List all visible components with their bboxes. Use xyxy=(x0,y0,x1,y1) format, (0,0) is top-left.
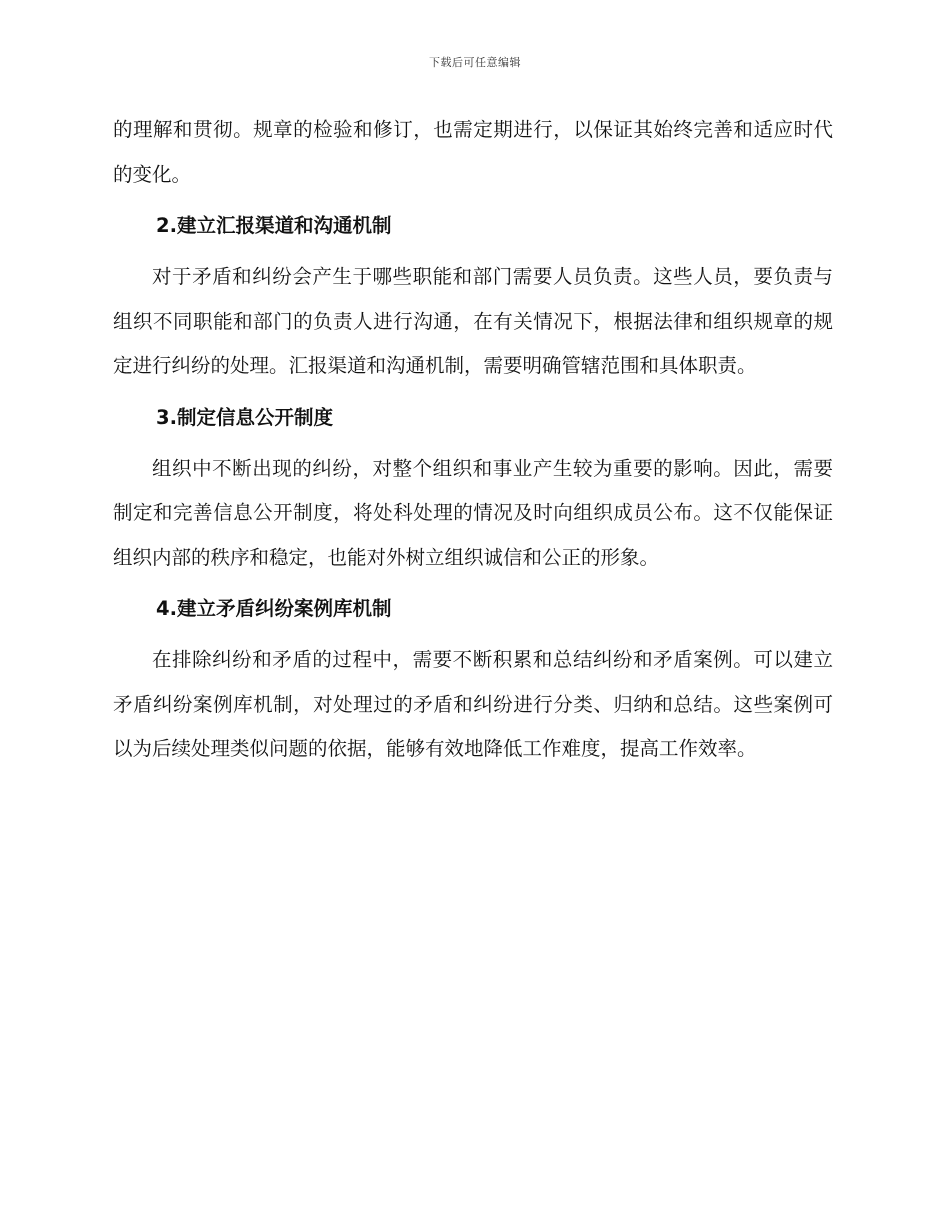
section-heading-2: 2.建立汇报渠道和沟通机制 xyxy=(156,214,392,237)
paragraph-reporting-channels: 对于矛盾和纠纷会产生于哪些职能和部门需要人员负责。这些人员，要负责与组织不同职能和部门的负责人进行沟通，在有关情况下，根据法律和组织规章的规定进行纠纷的处理。汇报渠道和沟通机制，需要明确管辖范围和具体职责。 xyxy=(113,265,833,377)
paragraph-case-library: 在排除纠纷和矛盾的过程中，需要不断积累和总结纠纷和矛盾案例。可以建立矛盾纠纷案例库机制，对处理过的矛盾和纠纷进行分类、归纳和总结。这些案例可以为后续处理类似问题的依据，能够有效地降低工作难度，提高工作效率。 xyxy=(113,648,833,760)
paragraph-continuation: 的理解和贯彻。规章的检验和修订，也需定期进行，以保证其始终完善和适应时代的变化。 xyxy=(113,118,833,186)
section-heading-3: 3.制定信息公开制度 xyxy=(156,405,333,429)
document-body xyxy=(113,108,833,772)
paragraph-information-disclosure: 组织中不断出现的纠纷，对整个组织和事业产生较为重要的影响。因此，需要制定和完善信息公开制度，将处科处理的情况及时向组织成员公布。这不仅能保证组织内部的秩序和稳定，也能对外树立组织诚信和公正的形象。 xyxy=(113,456,833,569)
header-note: 下载后可任意编辑 xyxy=(429,56,521,69)
section-heading-4: 4.建立矛盾纠纷案例库机制 xyxy=(156,597,392,620)
